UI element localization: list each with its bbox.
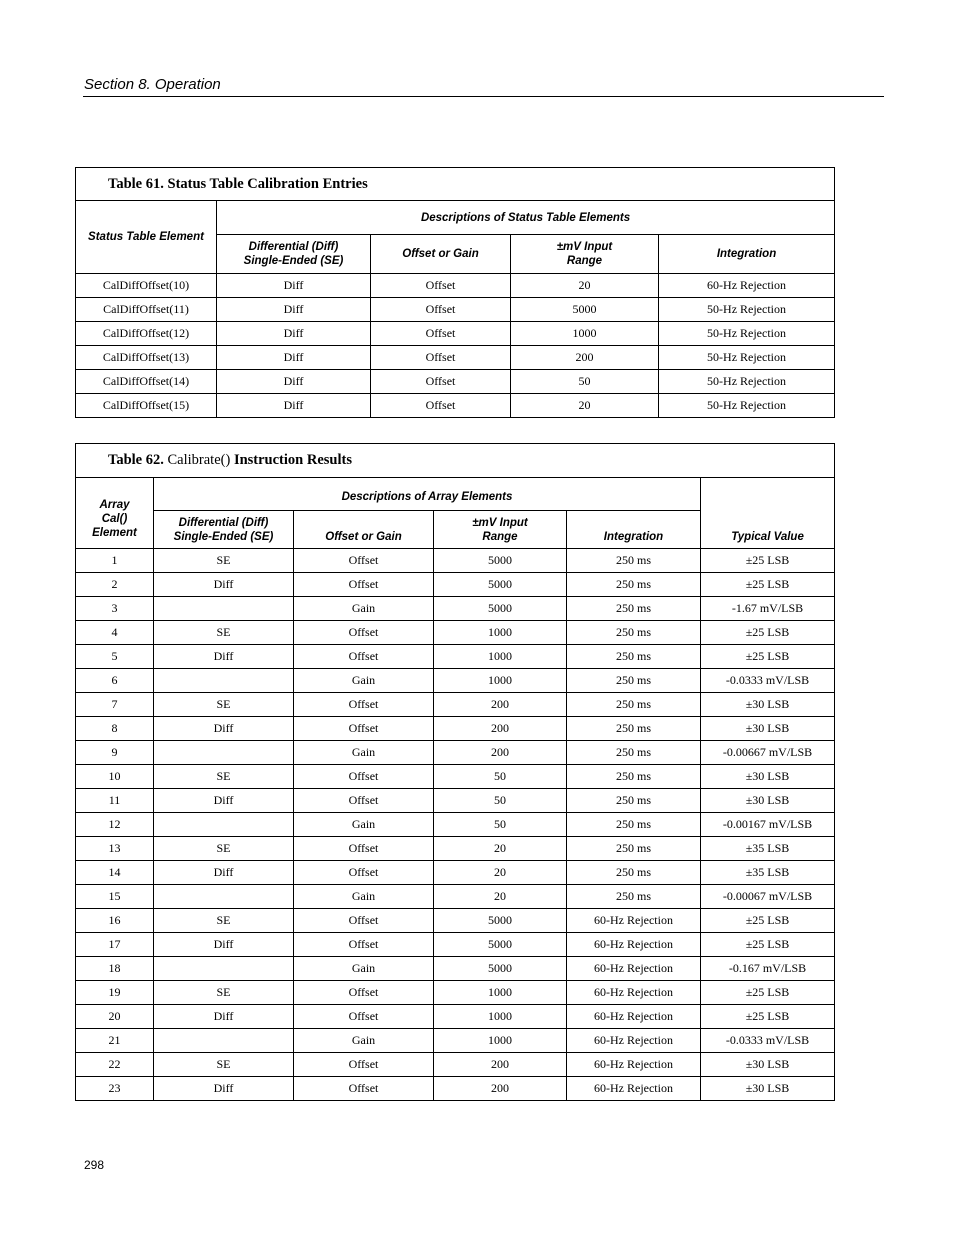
table-cell: Offset [371,394,511,418]
table-cell: Offset [294,549,434,573]
table-cell: ±25 LSB [701,933,835,957]
table-cell: 50-Hz Rejection [659,346,835,370]
table-cell: Offset [294,1077,434,1101]
table-cell: Offset [294,765,434,789]
table-cell: Offset [294,693,434,717]
table-cell: 250 ms [567,669,701,693]
table-cell: -0.00667 mV/LSB [701,741,835,765]
table-cell: 20 [434,885,567,909]
table-cell: CalDiffOffset(12) [76,322,217,346]
t62-col-element: Array Cal() Element [76,478,154,549]
table-cell: 8 [76,717,154,741]
table-62 [75,443,835,1101]
table-cell: CalDiffOffset(11) [76,298,217,322]
table-cell: 20 [511,274,659,298]
table-cell: 50-Hz Rejection [659,394,835,418]
table-cell: 5 [76,645,154,669]
table-cell: Offset [371,346,511,370]
table-cell: 200 [434,1053,567,1077]
table-cell: 250 ms [567,621,701,645]
table-cell: Diff [154,1077,294,1101]
table-cell: 50 [434,765,567,789]
table-cell: 22 [76,1053,154,1077]
table-cell: 1000 [434,1005,567,1029]
table-row [76,693,835,717]
table-cell: 5000 [511,298,659,322]
table-cell: 13 [76,837,154,861]
table-cell: 50-Hz Rejection [659,370,835,394]
table-row [76,621,835,645]
table-cell: 200 [434,717,567,741]
table-cell: ±30 LSB [701,789,835,813]
table-row [76,789,835,813]
table-cell: 250 ms [567,885,701,909]
table-cell [154,1029,294,1053]
table-cell: 23 [76,1077,154,1101]
table-cell: SE [154,981,294,1005]
table-row [76,669,835,693]
table-cell: 1 [76,549,154,573]
table-cell: Diff [217,346,371,370]
table-row [76,597,835,621]
table-cell [154,885,294,909]
table-cell: 250 ms [567,741,701,765]
table-row [76,370,835,394]
table-cell: CalDiffOffset(14) [76,370,217,394]
table-cell: Offset [294,909,434,933]
table-cell: SE [154,837,294,861]
table-cell: SE [154,693,294,717]
table-cell: 11 [76,789,154,813]
table-cell: 250 ms [567,789,701,813]
table-row [76,322,835,346]
table-cell: Gain [294,957,434,981]
table-cell [154,597,294,621]
table-cell [154,669,294,693]
table-cell: ±35 LSB [701,861,835,885]
table-row [76,645,835,669]
table-cell: 60-Hz Rejection [567,981,701,1005]
table-cell: 20 [434,837,567,861]
table-cell: 250 ms [567,837,701,861]
t62-col-typical: Typical Value [701,478,835,549]
table-cell: Offset [294,1005,434,1029]
table-cell: 200 [434,741,567,765]
table-cell: 250 ms [567,693,701,717]
table-cell: SE [154,1053,294,1077]
table-cell: 60-Hz Rejection [567,957,701,981]
table-cell: ±30 LSB [701,765,835,789]
table-cell: Offset [371,298,511,322]
table-cell [154,813,294,837]
table-cell: Offset [371,370,511,394]
table-cell: 20 [511,394,659,418]
table-row [76,741,835,765]
table-cell: SE [154,549,294,573]
table-cell: 60-Hz Rejection [659,274,835,298]
table-cell: SE [154,909,294,933]
table-cell: SE [154,621,294,645]
table-cell: -0.0333 mV/LSB [701,1029,835,1053]
table-cell: Offset [294,573,434,597]
table-cell: 200 [434,1077,567,1101]
t62-col-integration: Integration [567,511,701,549]
table-cell: 1000 [434,645,567,669]
table-row [76,813,835,837]
table-cell: Diff [154,573,294,597]
table-row [76,298,835,322]
table-cell: 17 [76,933,154,957]
table-cell: 5000 [434,573,567,597]
table-cell: 250 ms [567,861,701,885]
table-cell: ±25 LSB [701,981,835,1005]
table-cell: 60-Hz Rejection [567,1053,701,1077]
table-61-title: Table 61. Status Table Calibration Entries [76,168,835,201]
table-cell: 9 [76,741,154,765]
table-cell: 7 [76,693,154,717]
table-cell: Gain [294,885,434,909]
table-cell: ±30 LSB [701,1053,835,1077]
table-cell: 250 ms [567,573,701,597]
table-cell: 16 [76,909,154,933]
table-cell: 12 [76,813,154,837]
t61-col-range: ±mV Input Range [511,235,659,274]
page-number: 298 [84,1158,105,1172]
table-cell: 6 [76,669,154,693]
table-row [76,765,835,789]
table-cell: Offset [294,861,434,885]
table-cell: ±30 LSB [701,693,835,717]
table-61 [75,167,835,418]
table-cell: 250 ms [567,597,701,621]
table-cell: -0.167 mV/LSB [701,957,835,981]
table-cell: SE [154,765,294,789]
t61-col-element: Status Table Element [76,201,217,274]
table-cell: 60-Hz Rejection [567,909,701,933]
header-rule [83,96,884,97]
table-cell: 50-Hz Rejection [659,322,835,346]
table-cell: 250 ms [567,765,701,789]
t61-col-integration: Integration [659,235,835,274]
table-cell: Gain [294,597,434,621]
table-cell: -0.00067 mV/LSB [701,885,835,909]
table-cell: 21 [76,1029,154,1053]
table-cell: 1000 [511,322,659,346]
table-cell: 2 [76,573,154,597]
table-cell: CalDiffOffset(13) [76,346,217,370]
section-header: Section 8. Operation [84,76,221,93]
t61-group-header: Descriptions of Status Table Elements [217,201,835,235]
table-cell: Diff [217,274,371,298]
table-cell: ±25 LSB [701,1005,835,1029]
table-cell: CalDiffOffset(15) [76,394,217,418]
table-cell: Offset [294,837,434,861]
table-row [76,274,835,298]
table-cell: Offset [371,274,511,298]
table-cell: 250 ms [567,645,701,669]
table-cell: 60-Hz Rejection [567,1077,701,1101]
table-row [76,346,835,370]
table-cell: 20 [434,861,567,885]
table-cell: 1000 [434,621,567,645]
table-cell: -0.00167 mV/LSB [701,813,835,837]
table-cell: Offset [294,621,434,645]
table-row [76,1077,835,1101]
table-row [76,837,835,861]
table-cell: 250 ms [567,813,701,837]
table-cell: Offset [294,645,434,669]
table-cell: 60-Hz Rejection [567,1029,701,1053]
table-row [76,394,835,418]
table-cell: 1000 [434,669,567,693]
table-cell: 1000 [434,1029,567,1053]
table-cell: 50-Hz Rejection [659,298,835,322]
table-cell: 200 [434,693,567,717]
table-cell: ±25 LSB [701,645,835,669]
table-cell: 15 [76,885,154,909]
table-cell: 250 ms [567,549,701,573]
t61-col-diff: Differential (Diff) Single-Ended (SE) [217,235,371,274]
table-cell: ±35 LSB [701,837,835,861]
table-cell: Offset [294,1053,434,1077]
table-cell: 5000 [434,549,567,573]
table-row [76,549,835,573]
table-cell [154,741,294,765]
table-cell: ±25 LSB [701,549,835,573]
table-cell: Gain [294,669,434,693]
table-cell: ±25 LSB [701,621,835,645]
table-row [76,1053,835,1077]
table-cell: Offset [294,717,434,741]
table-cell: Gain [294,1029,434,1053]
table-cell: 18 [76,957,154,981]
table-row [76,885,835,909]
t62-col-diff: Differential (Diff) Single-Ended (SE) [154,511,294,549]
table-row [76,1005,835,1029]
table-cell: Diff [217,370,371,394]
table-cell: 60-Hz Rejection [567,933,701,957]
table-cell: ±25 LSB [701,909,835,933]
table-cell: Diff [217,322,371,346]
table-cell: Gain [294,813,434,837]
t61-col-offset: Offset or Gain [371,235,511,274]
table-row [76,717,835,741]
table-row [76,1029,835,1053]
table-row [76,981,835,1005]
table-cell [154,957,294,981]
table-cell: Diff [217,394,371,418]
table-cell: Diff [154,1005,294,1029]
table-cell: 5000 [434,957,567,981]
table-cell: Offset [371,322,511,346]
t62-group-header: Descriptions of Array Elements [154,478,701,511]
table-cell: Diff [154,789,294,813]
table-cell: Diff [154,645,294,669]
table-row [76,909,835,933]
table-62-title: Table 62. Calibrate() Instruction Results [76,444,835,478]
table-cell: Diff [154,717,294,741]
table-cell: Offset [294,933,434,957]
table-cell: 50 [511,370,659,394]
table-cell: Gain [294,741,434,765]
table-cell: 5000 [434,597,567,621]
table-row [76,573,835,597]
table-cell: Offset [294,789,434,813]
table-cell: 60-Hz Rejection [567,1005,701,1029]
table-row [76,933,835,957]
table-cell: -0.0333 mV/LSB [701,669,835,693]
table-cell: 10 [76,765,154,789]
table-cell: Diff [154,861,294,885]
table-cell: 50 [434,789,567,813]
t62-col-range: ±mV Input Range [434,511,567,549]
table-cell: 4 [76,621,154,645]
t62-col-offset: Offset or Gain [294,511,434,549]
table-row [76,957,835,981]
table-cell: Diff [154,933,294,957]
table-cell: 200 [511,346,659,370]
table-cell: 50 [434,813,567,837]
table-cell: CalDiffOffset(10) [76,274,217,298]
table-cell: ±25 LSB [701,573,835,597]
table-cell: 1000 [434,981,567,1005]
table-cell: 5000 [434,933,567,957]
table-cell: 5000 [434,909,567,933]
table-row [76,861,835,885]
table-cell: ±30 LSB [701,717,835,741]
table-cell: 19 [76,981,154,1005]
table-cell: 14 [76,861,154,885]
table-cell: Diff [217,298,371,322]
table-cell: ±30 LSB [701,1077,835,1101]
table-cell: -1.67 mV/LSB [701,597,835,621]
table-cell: 3 [76,597,154,621]
table-cell: Offset [294,981,434,1005]
table-cell: 250 ms [567,717,701,741]
table-cell: 20 [76,1005,154,1029]
